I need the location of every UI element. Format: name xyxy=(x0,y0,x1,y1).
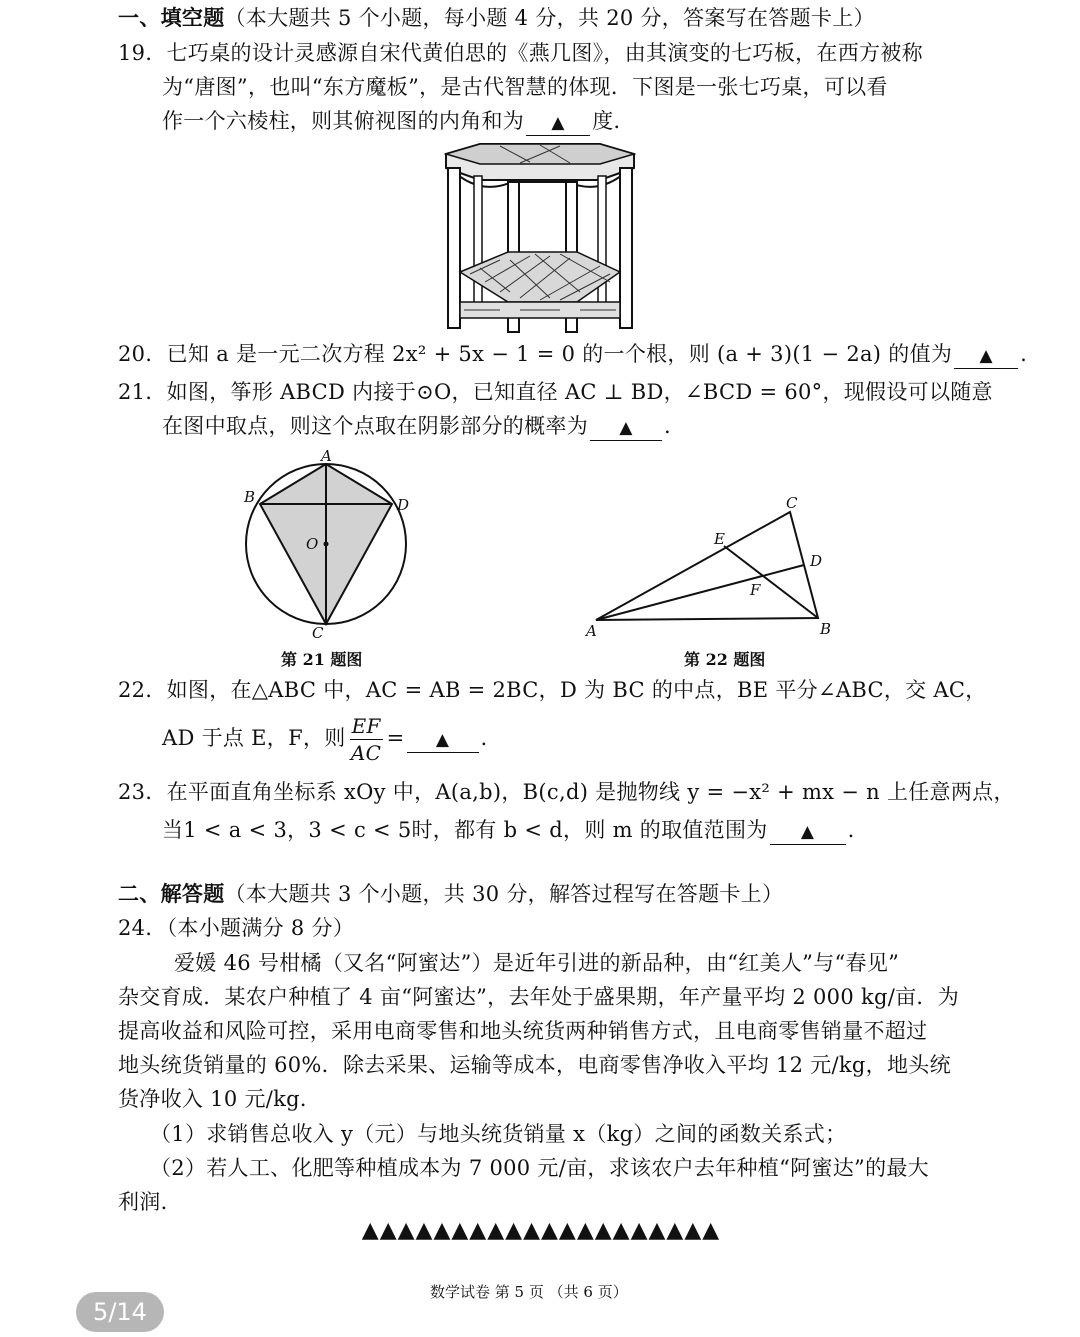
fig21-label-b: B xyxy=(244,488,256,506)
fig22-label-d: D xyxy=(810,552,823,570)
page-indicator[interactable]: 5/14 xyxy=(76,1292,164,1332)
q22-fraction xyxy=(350,713,383,766)
q24-paragraph-line2: 杂交育成．某农户种植了 4 亩“阿蜜达”，去年处于盛果期，年产量平均 2 000 kg/亩．为 xyxy=(118,985,959,1009)
blank-triangle: ▲ xyxy=(551,113,565,133)
fig22-label-f: F xyxy=(750,581,761,599)
fig22-caption: 第 22 题图 xyxy=(684,650,766,669)
q22-equals: = xyxy=(386,726,405,750)
fig22-label-b: B xyxy=(820,620,832,638)
qiqiao-table-illustration xyxy=(440,142,640,342)
q23-answer-blank xyxy=(770,818,846,845)
fig22-label-c: C xyxy=(786,494,798,512)
q24-paragraph-line1: 爱媛 46 号柑橘（又名“阿蜜达”）是近年引进的新品种，由“红美人”与“春见” xyxy=(174,951,900,975)
q22-line1: 22．如图，在△ABC 中，AC = AB = 2BC，D 为 BC 的中点，BE 平分∠ABC，交 AC， xyxy=(118,678,987,702)
blank-triangle: ▲ xyxy=(800,822,815,842)
q24-subquestion-2-cont: 利润． xyxy=(118,1190,182,1214)
q22-line2 xyxy=(162,710,488,766)
blank-triangle: ▲ xyxy=(435,730,450,750)
fig22-triangle-abc xyxy=(596,512,818,620)
q21-line2-end: . xyxy=(664,414,671,438)
q22-answer-blank xyxy=(407,726,479,753)
q24-paragraph-line5: 货净收入 10 元/kg． xyxy=(118,1087,322,1111)
q21-line1: 21．如图，筝形 ABCD 内接于⊙O，已知直径 AC ⊥ BD，∠BCD = 60°，现假设可以随意 xyxy=(118,380,993,404)
section2-heading: 二、解答题 xyxy=(118,881,225,906)
section1-heading-line xyxy=(118,4,875,32)
q22-line2-end: . xyxy=(480,726,488,750)
figure-21 xyxy=(236,444,426,644)
fig21-center-point xyxy=(324,542,329,547)
q20-answer-blank xyxy=(954,342,1018,369)
q24-paragraph-line4: 地头统货销量的 60%．除去采果、运输等成本，电商零售净收入平均 12 元/kg，地头统 xyxy=(118,1053,951,1077)
q22-fraction-denominator: AC xyxy=(350,741,382,765)
section2-note: （本大题共 3 个小题，共 30 分，解答过程写在答题卡上） xyxy=(224,882,784,906)
q19-line3 xyxy=(162,107,620,136)
q24-paragraph-line3: 提高收益和风险可控，采用电商零售和地头统货两种销售方式，且电商零售销量不超过 xyxy=(118,1019,928,1043)
section2-heading-line xyxy=(118,880,783,908)
fig21-label-c: C xyxy=(312,624,324,642)
fig21-label-a: A xyxy=(321,447,332,465)
q19-answer-blank xyxy=(526,109,590,136)
q23-line2 xyxy=(162,816,855,845)
q19-line3-end: 度. xyxy=(592,109,621,133)
blank-triangle: ▲ xyxy=(619,418,633,438)
q20-end: . xyxy=(1020,342,1028,366)
page-footer: 数学试卷 第 5 页 （共 6 页） xyxy=(430,1283,628,1301)
q24-head: 24．（本小题满分 8 分） xyxy=(118,916,355,940)
fig21-label-o: O xyxy=(306,535,319,553)
q21-line2-text: 在图中取点，则这个点取在阴影部分的概率为 xyxy=(162,414,588,438)
fig22-label-a: A xyxy=(586,622,597,640)
end-of-section-marks: ▲▲▲▲▲▲▲▲▲▲▲▲▲▲▲▲▲▲▲▲ xyxy=(361,1218,721,1243)
q23-line2-text: 当1 < a < 3，3 < c < 5时，都有 b < d，则 m 的取值范围为 xyxy=(162,818,768,842)
section1-note: （本大题共 5 个小题，每小题 4 分，共 20 分，答案写在答题卡上） xyxy=(224,6,875,30)
q19-line3-text: 作一个六棱柱，则其俯视图的内角和为 xyxy=(162,109,525,133)
blank-triangle: ▲ xyxy=(979,346,993,366)
q24-subquestion-2: （2）若人工、化肥等种植成本为 7 000 元/亩，求该农户去年种植“阿蜜达”的最大 xyxy=(150,1156,929,1180)
q22-line2-text: AD 于点 E，F，则 xyxy=(162,726,346,750)
q21-line2 xyxy=(162,412,671,441)
q24-subquestion-1: （1）求销售总收入 y（元）与地头统货销量 x（kg）之间的函数关系式； xyxy=(150,1122,847,1146)
fig22-segment-ad xyxy=(596,565,804,620)
fig22-label-e: E xyxy=(714,530,725,548)
q20-line xyxy=(118,340,1027,369)
q19-line1: 19．七巧桌的设计灵感源自宋代黄伯思的《燕几图》，由其演变的七巧板，在西方被称 xyxy=(118,41,923,65)
q19-line2: 为“唐图”，也叫“东方魔板”，是古代智慧的体现．下图是一张七巧桌，可以看 xyxy=(162,75,888,99)
q23-line2-end: . xyxy=(847,818,855,842)
q20-text: 20．已知 a 是一元二次方程 2x² + 5x − 1 = 0 的一个根，则 (a + 3)(1 − 2a) 的值为 xyxy=(118,342,953,366)
figure-22 xyxy=(580,490,840,650)
q23-line1: 23．在平面直角坐标系 xOy 中，A(a,b)，B(c,d) 是抛物线 y = −x² + mx − n 上任意两点， xyxy=(118,780,1015,804)
q22-fraction-numerator: EF xyxy=(351,714,381,738)
fig21-label-d: D xyxy=(397,496,410,514)
fig21-caption: 第 21 题图 xyxy=(281,650,363,669)
q21-answer-blank xyxy=(590,414,662,441)
section1-heading: 一、填空题 xyxy=(118,5,225,30)
